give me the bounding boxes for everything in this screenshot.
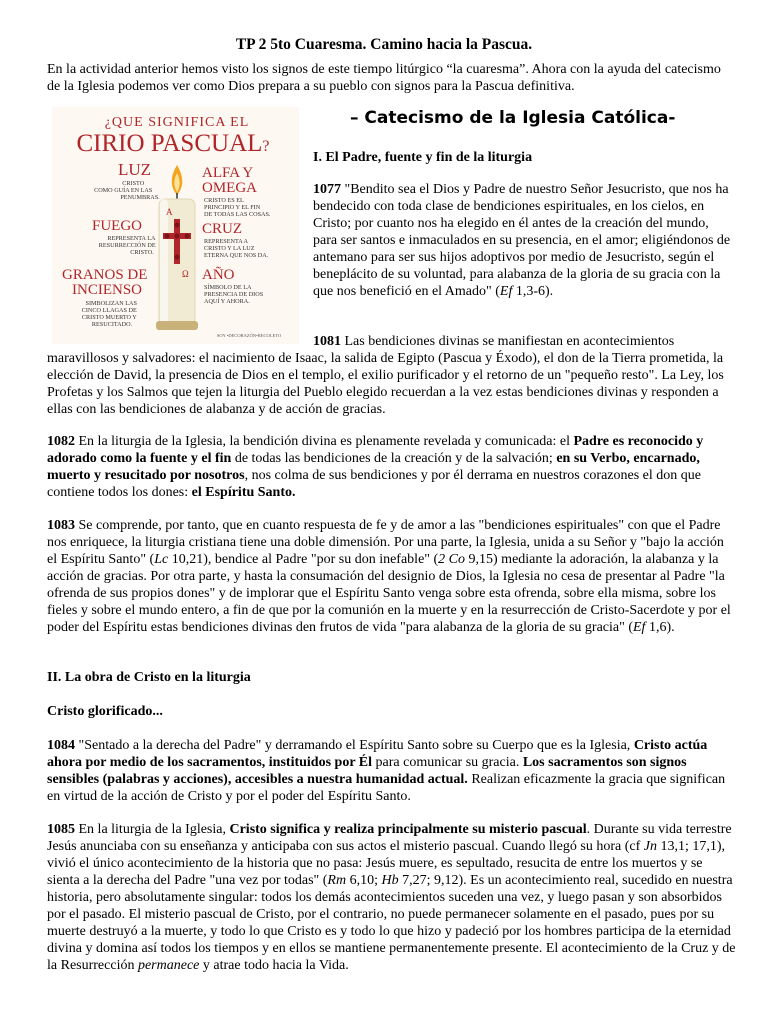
- subheading-cristo-glorificado: Cristo glorificado...: [47, 704, 163, 719]
- poster-incienso-text: SIMBOLIZAN LAS CINCO LLAGAS DE CRISTO MUERTO Y RESUCITADO.: [81, 300, 137, 328]
- paragraph-1081: 1081 Las bendiciones divinas se manifiestan en acontecimientos maravillosos y salvadores: el nacimiento de Isaac, la salida de Egipto (Pascua y Éxodo), el don de la Tierra prometida, la elección de David, la presencia de Dios en el templo, el exilio purificador y el retorno de un "pequeño resto". La Ley, los Profetas y los Salmos que tejen la liturgia del Pueblo elegido recuerdan a la vez estas bendiciones divinas y responden a ellas con las bendiciones de alabanza y de acción de gracias.: [47, 334, 724, 417]
- poster-cruz-title: CRUZ: [202, 221, 243, 237]
- paragraph-1084: 1084 "Sentado a la derecha del Padre" y derramando el Espíritu Santo sobre su Cuerpo que es la Iglesia, Cristo actúa ahora por medio de los sacramentos, instituidos por Él para comunicar su gracia. Los sacramentos son signos sensibles (palabras y acciones), accesibles a nuestra humanidad actual. Realizan eficazmente la gracia que significan en virtud de la acción de Cristo y por el poder del Espíritu Santo.: [47, 738, 726, 804]
- poster-alfa-title: ALFA Y OMEGA: [202, 165, 257, 196]
- svg-text:Ω: Ω: [182, 269, 189, 279]
- poster-header-big-text: CIRIO PASCUAL: [76, 130, 263, 157]
- poster-alfa-text: CRISTO ES EL PRINCIPIO Y EL FIN DE TODAS LAS COSAS.: [204, 197, 271, 218]
- poster-incienso-title: GRANOS DE INCIENSO: [62, 267, 148, 298]
- paragraph-number: 1082: [47, 434, 75, 449]
- svg-text:A: A: [166, 207, 173, 217]
- paragraph-number: 1085: [47, 822, 75, 837]
- paragraph-number: 1083: [47, 518, 75, 533]
- candle-icon: [156, 165, 198, 330]
- paragraph-1085: 1085 En la liturgia de la Iglesia, Cristo significa y realiza principalmente su misterio pascual. Durante su vida terrestre Jesús anunciaba con su enseñanza y anticipaba con sus actos el misterio pascual. Cuando llegó su hora (cf Jn 13,1; 17,1), vivió el único acontecimiento de la historia que no pasa: Jesús muere, es sepultado, resucita de entre los muertos y se sienta a la derecha del Padre "una vez por todas" (Rm 6,10; Hb 7,27; 9,12). Es un acontecimiento real, sucedido en nuestra historia, pero absolutamente singular: todos los demás acontecimientos suceden una vez, y luego pasan y son absorbidos por el pasado. El misterio pascual de Cristo, por el contrario, no puede permanecer solamente en el pasado, pues por su muerte destruyó a la muerte, y todo lo que Cristo es y todo lo que hizo y padeció por los hombres participa de la eternidad divina y domina así todos los tiempos y en ellos se mantiene permanentemente presente. El acontecimiento de la Cruz y de la Resurrección permanece y atrae todo hacia la Vida.: [47, 822, 736, 973]
- section-2-heading: II. La obra de Cristo en la liturgia: [47, 670, 251, 685]
- poster-luz-title: LUZ: [118, 160, 152, 179]
- poster-luz-text: CRISTO COMO GUÍA EN LAS PENUMBRAS.: [94, 180, 160, 201]
- paragraph-number: 1081: [313, 334, 341, 349]
- poster-ano-text: SÍMBOLO DE LA PRESENCIA DE DIOS AQUÍ Y AHORA.: [204, 284, 264, 305]
- poster-header-small: ¿QUE SIGNIFICA EL: [104, 115, 250, 130]
- poster-ano-title: AÑO: [202, 267, 235, 283]
- poster-graphic: [52, 107, 299, 344]
- poster-cruz-text: REPRESENTA A CRISTO Y LA LUZ ETERNA QUE NOS DA.: [204, 238, 269, 259]
- paragraph-number: 1084: [47, 738, 75, 753]
- poster-credit: SOY •DECORAZÓN•RECOLETO: [216, 333, 282, 338]
- paragraph-1082: 1082 En la liturgia de la Iglesia, la bendición divina es plenamente revelada y comunicada: el Padre es reconocido y adorado como la fuente y el fin de todas las bendiciones de la creación y de la salvación; en su Verbo, encarnado, muerto y resucitado por nosotros, nos colma de sus bendiciones y por él derrama en nuestros corazones el don que contiene todos los dones: el Espíritu Santo.: [47, 434, 704, 500]
- section-1-heading: I. El Padre, fuente y fin de la liturgia: [313, 150, 533, 165]
- poster-header-big: [76, 130, 269, 157]
- page-title: TP 2 5to Cuaresma. Camino hacia la Pascua.: [235, 36, 533, 53]
- poster-header-q: ?: [262, 138, 270, 155]
- poster-fuego-title: FUEGO: [92, 218, 143, 234]
- cirio-pascual-poster: [52, 107, 299, 344]
- poster-fuego-text: REPRESENTA LA RESURRECCIÓN DE CRISTO.: [98, 235, 156, 256]
- paragraph-1077: 1077 "Bendito sea el Dios y Padre de nuestro Señor Jesucristo, que nos ha bendecido con toda clase de bendiciones espirituales, en los cielos, en Cristo; por cuanto nos ha elegido en él antes de la creación del mundo, para ser santos e inmaculados en su presencia, en el amor; eligiéndonos de antemano para ser sus hijos adoptivos por medio de Jesucristo, según el beneplácito de su voluntad, para alabanza de la gloria de su gracia con la que nos benefició en el Amado" (Ef 1,3-6).: [313, 182, 731, 299]
- paragraph-number: 1077: [313, 182, 341, 197]
- paragraph-1083: 1083 Se comprende, por tanto, que en cuanto respuesta de fe y de amor a las "bendiciones espirituales" con que el Padre nos enriquece, la liturgia cristiana tiene una doble dimensión. Por una parte, la Iglesia, unida a su Señor y "bajo la acción el Espíritu Santo" (Lc 10,21), bendice al Padre "por su don inefable" (2 Co 9,15) mediante la adoración, la alabanza y la acción de gracias. Por otra parte, y hasta la consumación del designio de Dios, la Iglesia no cesa de presentar al Padre "la ofrenda de sus propios dones" y de implorar que el Espíritu Santo venga sobre esta ofrenda, sobre ella misma, sobre los fieles y sobre el mundo entero, a fin de que por la comunión en la muerte y en la resurrección de Cristo-Sacerdote y por el poder del Espíritu estas bendiciones divinas den frutos de vida "para alabanza de la gloria de su gracia" (Ef 1,6).: [47, 518, 731, 635]
- catecismo-heading: – Catecismo de la Iglesia Católica-: [350, 108, 676, 128]
- intro-paragraph: En la actividad anterior hemos visto los signos de este tiempo litúrgico “la cuaresma”. Ahora con la ayuda del catecismo de la Iglesia podemos ver como Dios prepara a su pueblo con signos para la Pascua definitiva.: [47, 62, 721, 94]
